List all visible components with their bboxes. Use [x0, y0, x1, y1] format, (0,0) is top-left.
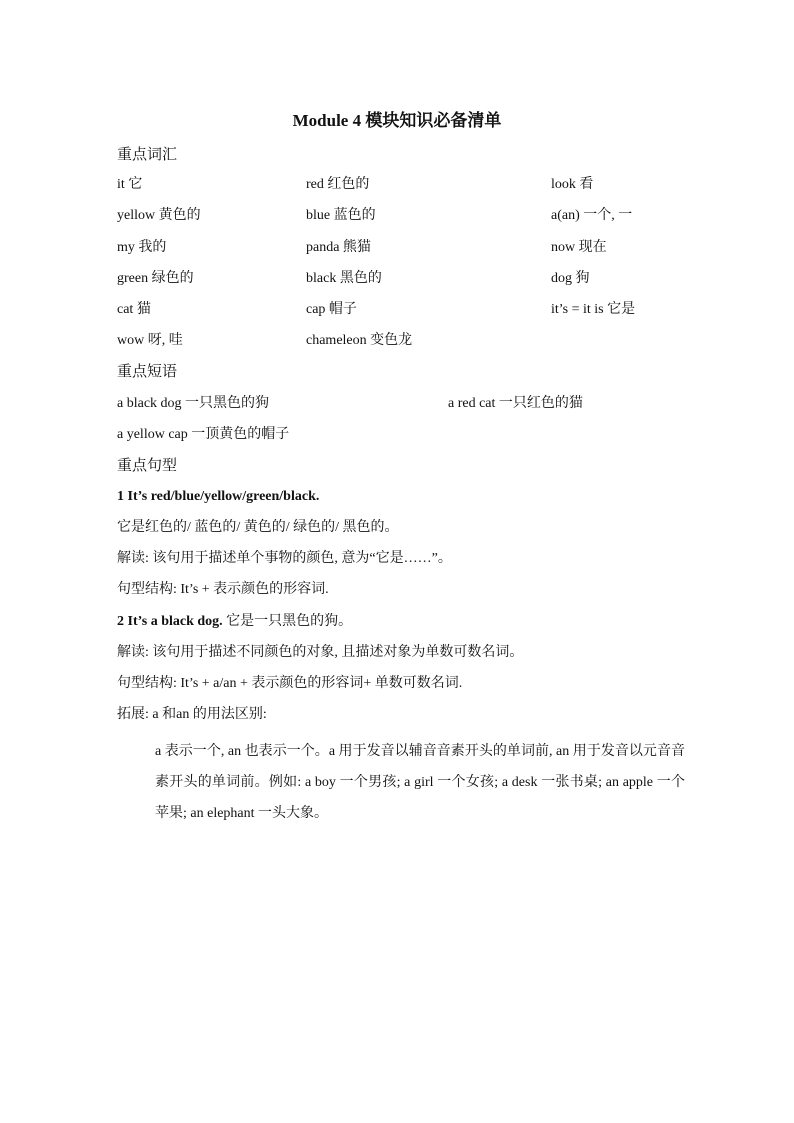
vocab-item: wow 呀, 哇: [117, 333, 183, 348]
vocab-item: look 看: [551, 177, 594, 192]
sentence-explanation-2: 解读: 该句用于描述不同颜色的对象, 且描述对象为单数可数名词。: [117, 645, 524, 660]
vocab-item: a(an) 一个, 一: [551, 208, 633, 223]
sentence-pattern-1: 1 It’s red/blue/yellow/green/black.: [117, 489, 320, 504]
phrase-heading: 重点短语: [117, 364, 178, 380]
sentence-structure-2: 句型结构: It’s + a/an + 表示颜色的形容词+ 单数可数名词.: [117, 676, 463, 691]
vocab-item: dog 狗: [551, 271, 590, 286]
page-title: Module 4 模块知识必备清单: [292, 111, 502, 130]
sentence-pattern-2-row: [117, 612, 352, 632]
vocab-item: blue 蓝色的: [306, 208, 376, 223]
sentence-translation-1: 它是红色的/ 蓝色的/ 黄色的/ 绿色的/ 黑色的。: [117, 520, 399, 535]
vocab-item: yellow 黄色的: [117, 208, 201, 223]
extension-paragraph: a 表示一个, an 也表示一个。a 用于发音以辅音音素开头的单词前, an 用于发音以元音音素开头的单词前。例如: a boy 一个男孩; a girl 一个女孩; a desk 一张书桌; an apple 一个苹果; an elephant 一头大象。: [155, 744, 685, 821]
vocab-item: black 黑色的: [306, 271, 382, 286]
sentence-heading: 重点句型: [117, 458, 178, 474]
sentence-structure-1: 句型结构: It’s + 表示颜色的形容词.: [117, 582, 329, 597]
phrase-item: a red cat 一只红色的猫: [448, 396, 583, 411]
vocab-item: panda 熊猫: [306, 240, 371, 255]
vocab-item: cat 猫: [117, 302, 151, 317]
extension-heading: 拓展: a 和an 的用法区别:: [117, 707, 267, 722]
sentence-pattern-2: 2 It’s a black dog.: [117, 614, 223, 629]
sentence-translation-2: 它是一只黑色的狗。: [222, 614, 353, 629]
vocab-item: chameleon 变色龙: [306, 333, 413, 348]
vocab-item: green 绿色的: [117, 271, 194, 286]
phrase-item: a yellow cap 一顶黄色的帽子: [117, 427, 290, 442]
vocab-item: my 我的: [117, 240, 167, 255]
vocab-item: it 它: [117, 177, 143, 192]
sentence-explanation-1: 解读: 该句用于描述单个事物的颜色, 意为“它是……”。: [117, 551, 452, 566]
vocab-item: red 红色的: [306, 177, 370, 192]
vocab-heading: 重点词汇: [117, 147, 178, 163]
phrase-item: a black dog 一只黑色的狗: [117, 396, 270, 411]
vocab-item: now 现在: [551, 240, 607, 255]
vocab-item: cap 帽子: [306, 302, 357, 317]
vocab-item: it’s = it is 它是: [551, 302, 636, 317]
